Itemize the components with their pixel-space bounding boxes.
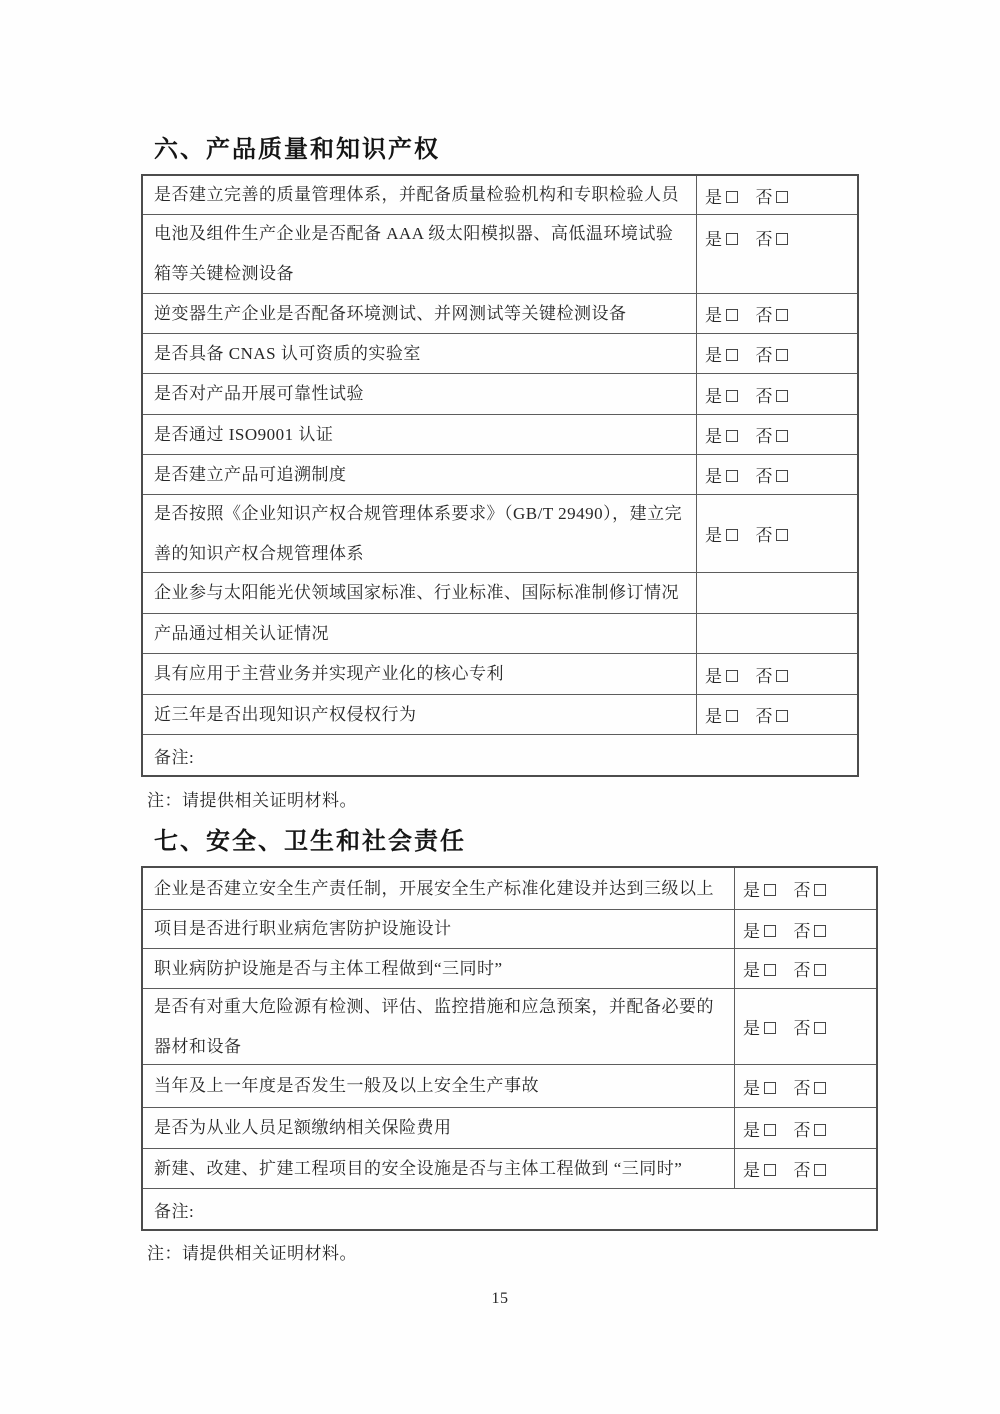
yes-option (743, 917, 776, 942)
section-7-title: 七、安全、卫生和社会责任 (154, 828, 466, 855)
question-cell (143, 573, 696, 613)
section-6-note: 注：请提供相关证明材料。 (147, 791, 357, 810)
yes-no-cell (696, 294, 857, 333)
yes-label: 是 (705, 187, 723, 207)
no-label: 否 (793, 881, 811, 900)
no-checkbox[interactable] (814, 1022, 826, 1034)
table-row (143, 868, 876, 910)
remark-row (143, 1189, 876, 1229)
no-option (794, 1014, 827, 1039)
no-label: 否 (793, 1019, 811, 1038)
question-text: 是否建立完善的质量管理体系，并配备质量检验机构和专职检验人员 (154, 185, 679, 204)
remark-label: 备注: (154, 1201, 195, 1221)
question-text: 是否按照《企业知识产权合规管理体系要求》（GB/T 29490），建立完善的知识产权合规管理体系 (154, 503, 683, 563)
no-option (794, 956, 827, 981)
no-option (756, 183, 789, 208)
no-label: 否 (793, 961, 811, 980)
no-option (756, 521, 789, 546)
table-row (143, 215, 857, 294)
question-cell (143, 495, 696, 572)
yes-checkbox[interactable] (764, 1164, 776, 1176)
question-cell (143, 455, 696, 494)
question-text: 企业参与太阳能光伏领域国家标准、行业标准、国际标准制修订情况 (154, 583, 679, 602)
yes-label: 是 (705, 666, 723, 686)
yes-checkbox[interactable] (726, 470, 738, 482)
table-row (143, 294, 857, 334)
question-cell (143, 1065, 734, 1107)
no-label: 否 (755, 467, 773, 486)
table-row (143, 1065, 876, 1108)
no-label: 否 (755, 666, 773, 686)
yes-checkbox[interactable] (726, 529, 738, 541)
yes-option (743, 876, 776, 901)
question-cell (143, 334, 696, 373)
yes-no-cell (734, 868, 876, 909)
question-text: 近三年是否出现知识产权侵权行为 (154, 704, 417, 724)
no-option (794, 1156, 827, 1181)
no-option (794, 876, 827, 901)
table-row (143, 654, 857, 695)
yes-label: 是 (705, 707, 723, 726)
yes-option (743, 1116, 776, 1141)
empty-answer-cell (696, 614, 857, 653)
no-option (756, 702, 789, 727)
question-text: 是否对产品开展可靠性试验 (154, 384, 364, 403)
question-cell (143, 868, 734, 909)
no-checkbox[interactable] (776, 529, 788, 541)
yes-no-cell (734, 1149, 876, 1188)
yes-no-cell (734, 910, 876, 948)
question-text: 项目是否进行职业病危害防护设施设计 (154, 919, 452, 938)
no-label: 否 (793, 1120, 811, 1140)
yes-checkbox[interactable] (726, 233, 738, 245)
question-text: 企业是否建立安全生产责任制，开展安全生产标准化建设并达到三级以上 (154, 878, 714, 898)
no-checkbox[interactable] (814, 925, 826, 937)
no-checkbox[interactable] (814, 1164, 826, 1176)
question-cell (143, 294, 696, 333)
no-label: 否 (755, 427, 773, 446)
yes-option (705, 662, 738, 687)
remark-row (143, 735, 857, 775)
question-text: 是否有对重大危险源有检测、评估、监控措施和应急预案，并配备必要的器材和设备 (154, 996, 714, 1056)
yes-label: 是 (743, 1120, 761, 1140)
question-text: 电池及组件生产企业是否配备 AAA 级太阳模拟器、高低温环境试验箱等关键检测设备 (154, 224, 674, 283)
empty-answer-cell (696, 573, 857, 613)
table-row (143, 695, 857, 735)
yes-no-cell (696, 176, 857, 214)
question-cell (143, 949, 734, 988)
yes-no-cell (696, 695, 857, 734)
remark-label: 备注: (154, 747, 195, 767)
yes-option (705, 183, 738, 208)
question-cell (143, 1149, 734, 1188)
yes-no-cell (696, 215, 857, 293)
yes-option (743, 1156, 776, 1181)
remark-cell (143, 735, 857, 775)
yes-label: 是 (743, 1161, 761, 1180)
yes-checkbox[interactable] (764, 964, 776, 976)
no-checkbox[interactable] (776, 390, 788, 402)
table-row (143, 415, 857, 455)
table-row (143, 495, 857, 573)
yes-checkbox[interactable] (764, 1124, 776, 1136)
table-row (143, 910, 876, 949)
yes-checkbox[interactable] (764, 1082, 776, 1094)
page-number: 15 (491, 1290, 509, 1307)
yes-no-cell (734, 989, 876, 1064)
section-7-note: 注：请提供相关证明材料。 (147, 1244, 357, 1263)
yes-label: 是 (705, 427, 723, 446)
no-label: 否 (755, 187, 773, 207)
yes-checkbox[interactable] (764, 884, 776, 896)
no-checkbox[interactable] (814, 964, 826, 976)
yes-no-cell (734, 1108, 876, 1148)
no-option (756, 662, 789, 687)
yes-checkbox[interactable] (764, 1022, 776, 1034)
question-text: 新建、改建、扩建工程项目的安全设施是否与主体工程做到 “三同时” (154, 1158, 683, 1178)
yes-no-cell (696, 415, 857, 454)
table-row (143, 334, 857, 374)
question-text: 当年及上一年度是否发生一般及以上安全生产事故 (154, 1076, 539, 1095)
table-row (143, 573, 857, 614)
no-label: 否 (755, 386, 773, 406)
table-row (143, 989, 876, 1065)
question-cell (143, 654, 696, 694)
yes-checkbox[interactable] (726, 390, 738, 402)
table-row (143, 455, 857, 495)
no-label: 否 (755, 346, 773, 365)
yes-label: 是 (705, 526, 723, 545)
yes-checkbox[interactable] (764, 925, 776, 937)
table-row (143, 176, 857, 215)
yes-option (743, 1074, 776, 1099)
remark-cell (143, 1189, 876, 1229)
question-text: 职业病防护设施是否与主体工程做到“三同时” (154, 958, 503, 978)
no-option (756, 462, 789, 487)
yes-no-cell (696, 495, 857, 572)
no-checkbox[interactable] (814, 1124, 826, 1136)
yes-option (705, 702, 738, 727)
yes-checkbox[interactable] (726, 710, 738, 722)
no-label: 否 (755, 526, 773, 545)
question-text: 是否具备 CNAS 认可资质的实验室 (154, 343, 421, 363)
question-text: 产品通过相关认证情况 (154, 623, 329, 643)
yes-option (705, 521, 738, 546)
question-text: 逆变器生产企业是否配备环境测试、并网测试等关键检测设备 (154, 303, 627, 323)
no-option (756, 422, 789, 447)
yes-option (705, 422, 738, 447)
table-row (143, 949, 876, 989)
yes-no-cell (696, 374, 857, 414)
no-checkbox[interactable] (814, 1082, 826, 1094)
yes-option (705, 382, 738, 407)
no-checkbox[interactable] (776, 470, 788, 482)
no-checkbox[interactable] (776, 233, 788, 245)
no-label: 否 (793, 921, 811, 941)
no-label: 否 (755, 707, 773, 726)
yes-checkbox[interactable] (726, 349, 738, 361)
section-6-title: 六、产品质量和知识产权 (154, 136, 440, 163)
yes-option (705, 462, 738, 487)
no-label: 否 (793, 1161, 811, 1180)
yes-label: 是 (705, 306, 723, 325)
yes-option (743, 956, 776, 981)
no-checkbox[interactable] (776, 670, 788, 682)
yes-label: 是 (743, 1019, 761, 1038)
question-cell (143, 176, 696, 214)
yes-label: 是 (705, 386, 723, 406)
table-row (143, 374, 857, 415)
no-checkbox[interactable] (776, 349, 788, 361)
yes-label: 是 (705, 346, 723, 365)
question-cell (143, 215, 696, 293)
table-row (143, 614, 857, 654)
yes-option (705, 225, 738, 250)
yes-option (705, 341, 738, 366)
yes-label: 是 (705, 230, 723, 249)
question-text: 是否建立产品可追溯制度 (154, 464, 347, 484)
yes-no-cell (734, 949, 876, 988)
yes-checkbox[interactable] (726, 430, 738, 442)
no-option (794, 1116, 827, 1141)
question-cell (143, 989, 734, 1064)
no-option (756, 225, 789, 250)
no-option (794, 1074, 827, 1099)
no-label: 否 (793, 1078, 811, 1098)
question-text: 是否为从业人员足额缴纳相关保险费用 (154, 1118, 452, 1137)
yes-no-cell (696, 455, 857, 494)
table-row (143, 1108, 876, 1149)
yes-checkbox[interactable] (726, 309, 738, 321)
table-row (143, 1149, 876, 1189)
yes-label: 是 (743, 921, 761, 941)
no-option (794, 917, 827, 942)
yes-label: 是 (743, 1078, 761, 1098)
yes-label: 是 (743, 961, 761, 980)
question-cell (143, 695, 696, 734)
no-checkbox[interactable] (776, 191, 788, 203)
yes-no-cell (696, 334, 857, 373)
yes-option (743, 1014, 776, 1039)
question-text: 是否通过 ISO9001 认证 (154, 424, 334, 444)
section-6-table (141, 174, 859, 777)
no-label: 否 (755, 306, 773, 325)
yes-checkbox[interactable] (726, 670, 738, 682)
yes-no-cell (696, 654, 857, 694)
yes-label: 是 (705, 467, 723, 486)
no-checkbox[interactable] (814, 884, 826, 896)
yes-option (705, 301, 738, 326)
yes-label: 是 (743, 881, 761, 900)
no-label: 否 (755, 230, 773, 249)
no-checkbox[interactable] (776, 430, 788, 442)
question-cell (143, 374, 696, 414)
no-checkbox[interactable] (776, 710, 788, 722)
no-option (756, 301, 789, 326)
question-cell (143, 910, 734, 948)
question-text: 具有应用于主营业务并实现产业化的核心专利 (154, 664, 504, 683)
section-7-table (141, 866, 878, 1231)
yes-no-cell (734, 1065, 876, 1107)
no-option (756, 382, 789, 407)
question-cell (143, 614, 696, 653)
yes-checkbox[interactable] (726, 191, 738, 203)
question-cell (143, 1108, 734, 1148)
no-option (756, 341, 789, 366)
question-cell (143, 415, 696, 454)
no-checkbox[interactable] (776, 309, 788, 321)
